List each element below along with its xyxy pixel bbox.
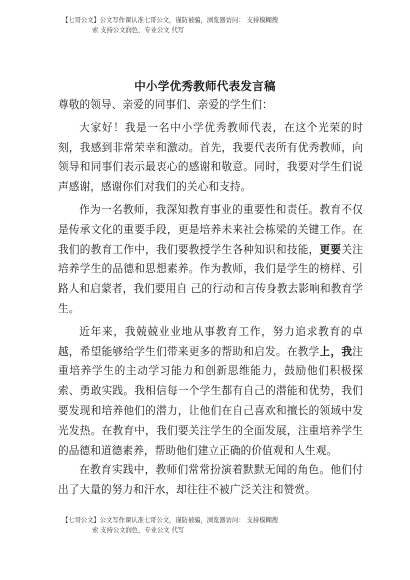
footer-banner-line-1: 【七哥公文】公文写作课认准七哥公文，谨防被骗，浏览器访问： 支持模糊搜 xyxy=(62,517,279,524)
paragraph-opening: 大家好！我是一名中小学优秀教师代表，在这个光荣的时刻，我感到非常荣幸和激动。首先，我要代表所有优秀教师，向领导和同事们表示最衷心的感谢和敬意。同时，我要对学生们说声感谢，感谢你们对我们的关心和支持。 xyxy=(58,121,363,194)
paragraph-responsibility-text-a: 作为一名教师，我深知教育事业的重要性和责任。教育不仅是传承文化的重要手段，更是培养未来社会栋梁的关键工作。在我们的教育工作中，我们要教授学生各种知识和技能， xyxy=(58,203,363,256)
paragraph-practice: 在教育实践中，教师们常常扮演着默默无闻的角色。他们付出了大量的努力和汗水，却往往不被广泛关注和赞赏。 xyxy=(58,464,363,497)
document-body xyxy=(58,96,363,501)
paragraph-responsibility xyxy=(58,201,363,320)
paragraph-teaching xyxy=(58,323,363,462)
paragraph-teaching-bold: 上，我 xyxy=(319,345,353,358)
header-banner-line-1: 【七哥公文】公文写作课认准七哥公文，谨防被骗，浏览器访问： 支持模糊搜 xyxy=(62,17,279,24)
paragraph-responsibility-text-c: 关注培养学生的品德和思想素养。作为教师，我们是学生的榜样、引路人和启蒙者，我们要用自 己的行动和言传身教去影响和教育学生。 xyxy=(58,243,363,315)
footer-banner-line-2: 索 支持公文润色，专业公文 代写 xyxy=(92,527,185,534)
paragraph-teaching-text-a: 近年来，我兢兢业业地从事教育工作，努力追求教育的卓越，希望能够给学生们带来更多的帮助和启发。在教学 xyxy=(58,325,363,358)
footer-watermark-banner xyxy=(62,516,362,536)
header-banner-line-2: 索 支持公文润色，专业公文 代写 xyxy=(92,27,185,34)
header-watermark-banner xyxy=(62,16,362,36)
paragraph-teaching-text-c: 注重培养学生的主动学习能力和创新思维能力，鼓励他们积极探索、勇敢实践。我相信每一个学生都有自己的潜能和优势，我们要发现和培养他们的潜力，让他们在自己喜欢和擅长的领域中发光发热。在教育中，我们要关注学生的全面发展，注重培养学生的品德和道德素养，帮助他们建立正确的价值观和人生观。 xyxy=(58,345,363,457)
salutation: 尊敬的领导、亲爱的同事们、亲爱的学生们： xyxy=(58,99,273,111)
paragraph-responsibility-bold: 更要 xyxy=(319,243,342,256)
document-title: 中小学优秀教师代表发言稿 xyxy=(134,79,276,93)
